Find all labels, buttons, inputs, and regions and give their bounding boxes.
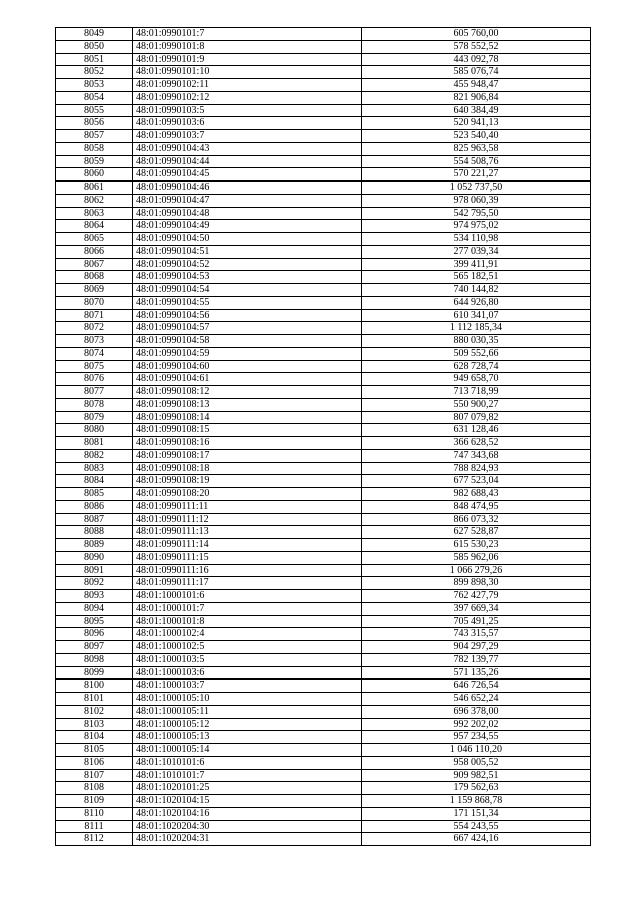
row-number-cell: 8055 xyxy=(56,104,133,117)
table-row xyxy=(56,373,591,386)
cadastral-number-cell: 48:01:0990108:16 xyxy=(133,437,362,450)
table-row xyxy=(56,513,591,526)
table-row xyxy=(56,590,591,603)
value-cell: 825 963,58 xyxy=(362,142,591,155)
cadastral-number-cell: 48:01:0990108:17 xyxy=(133,449,362,462)
cadastral-number-cell: 48:01:0990104:43 xyxy=(133,142,362,155)
cadastral-number-cell: 48:01:0990104:60 xyxy=(133,360,362,373)
cadastral-number-cell: 48:01:1000105:12 xyxy=(133,718,362,731)
row-number-cell: 8071 xyxy=(56,309,133,322)
value-cell: 1 112 185,34 xyxy=(362,322,591,335)
table-row xyxy=(56,756,591,769)
row-number-cell: 8101 xyxy=(56,693,133,706)
row-number-cell: 8084 xyxy=(56,475,133,488)
value-cell: 866 073,32 xyxy=(362,513,591,526)
row-number-cell: 8062 xyxy=(56,194,133,207)
table-row xyxy=(56,347,591,360)
cadastral-number-cell: 48:01:0990104:58 xyxy=(133,335,362,348)
table-row xyxy=(56,500,591,513)
row-number-cell: 8083 xyxy=(56,462,133,475)
cadastral-number-cell: 48:01:1000101:7 xyxy=(133,602,362,615)
table-row xyxy=(56,437,591,450)
table-row xyxy=(56,693,591,706)
row-number-cell: 8081 xyxy=(56,437,133,450)
table-row xyxy=(56,551,591,564)
value-cell: 570 221,27 xyxy=(362,168,591,181)
table-row xyxy=(56,833,591,846)
cadastral-number-cell: 48:01:0990108:19 xyxy=(133,475,362,488)
value-cell: 534 110,98 xyxy=(362,233,591,246)
table-row xyxy=(56,718,591,731)
cadastral-number-cell: 48:01:0990104:56 xyxy=(133,309,362,322)
cadastral-number-cell: 48:01:0990101:8 xyxy=(133,40,362,53)
table-row xyxy=(56,628,591,641)
value-cell: 713 718,99 xyxy=(362,386,591,399)
value-cell: 585 076,74 xyxy=(362,66,591,79)
row-number-cell: 8066 xyxy=(56,245,133,258)
table-row xyxy=(56,360,591,373)
cadastral-number-cell: 48:01:0990111:15 xyxy=(133,551,362,564)
cadastral-number-cell: 48:01:0990104:49 xyxy=(133,220,362,233)
cadastral-number-cell: 48:01:1000102:4 xyxy=(133,628,362,641)
row-number-cell: 8107 xyxy=(56,769,133,782)
cadastral-number-cell: 48:01:0990104:51 xyxy=(133,245,362,258)
table-row xyxy=(56,322,591,335)
table-row xyxy=(56,424,591,437)
cadastral-number-cell: 48:01:1000105:14 xyxy=(133,744,362,757)
row-number-cell: 8053 xyxy=(56,79,133,92)
row-number-cell: 8077 xyxy=(56,386,133,399)
row-number-cell: 8102 xyxy=(56,705,133,718)
row-number-cell: 8051 xyxy=(56,53,133,66)
table-row xyxy=(56,91,591,104)
cadastral-number-cell: 48:01:0990104:61 xyxy=(133,373,362,386)
value-cell: 949 658,70 xyxy=(362,373,591,386)
row-number-cell: 8061 xyxy=(56,181,133,194)
value-cell: 909 982,51 xyxy=(362,769,591,782)
cadastral-number-cell: 48:01:0990104:53 xyxy=(133,271,362,284)
row-number-cell: 8098 xyxy=(56,653,133,666)
cadastral-number-cell: 48:01:1020104:16 xyxy=(133,807,362,820)
value-cell: 397 669,34 xyxy=(362,602,591,615)
value-cell: 520 941,13 xyxy=(362,117,591,130)
cadastral-number-cell: 48:01:0990104:44 xyxy=(133,155,362,168)
cadastral-number-cell: 48:01:0990104:54 xyxy=(133,284,362,297)
value-cell: 610 341,07 xyxy=(362,309,591,322)
value-cell: 179 562,63 xyxy=(362,782,591,795)
row-number-cell: 8090 xyxy=(56,551,133,564)
value-cell: 1 052 737,50 xyxy=(362,181,591,194)
row-number-cell: 8076 xyxy=(56,373,133,386)
table-row xyxy=(56,615,591,628)
cadastral-number-cell: 48:01:1000105:13 xyxy=(133,731,362,744)
value-cell: 554 508,76 xyxy=(362,155,591,168)
table-row xyxy=(56,782,591,795)
value-cell: 509 552,66 xyxy=(362,347,591,360)
cadastral-number-cell: 48:01:0990108:12 xyxy=(133,386,362,399)
value-cell: 277 039,34 xyxy=(362,245,591,258)
row-number-cell: 8100 xyxy=(56,679,133,692)
table-row xyxy=(56,28,591,41)
value-cell: 578 552,52 xyxy=(362,40,591,53)
value-cell: 550 900,27 xyxy=(362,398,591,411)
table-row xyxy=(56,820,591,833)
value-cell: 992 202,02 xyxy=(362,718,591,731)
value-cell: 740 144,82 xyxy=(362,284,591,297)
row-number-cell: 8105 xyxy=(56,744,133,757)
row-number-cell: 8060 xyxy=(56,168,133,181)
value-cell: 631 128,46 xyxy=(362,424,591,437)
value-cell: 571 135,26 xyxy=(362,666,591,679)
table-row xyxy=(56,194,591,207)
table-row xyxy=(56,577,591,590)
table-row xyxy=(56,181,591,194)
row-number-cell: 8080 xyxy=(56,424,133,437)
value-cell: 455 948,47 xyxy=(362,79,591,92)
value-cell: 743 315,57 xyxy=(362,628,591,641)
value-cell: 821 906,84 xyxy=(362,91,591,104)
table-row xyxy=(56,335,591,348)
value-cell: 677 523,04 xyxy=(362,475,591,488)
value-cell: 565 182,51 xyxy=(362,271,591,284)
value-cell: 627 528,87 xyxy=(362,526,591,539)
value-cell: 696 378,00 xyxy=(362,705,591,718)
table-row xyxy=(56,220,591,233)
table-row xyxy=(56,705,591,718)
cadastral-number-cell: 48:01:1020104:15 xyxy=(133,795,362,808)
row-number-cell: 8049 xyxy=(56,28,133,41)
row-number-cell: 8063 xyxy=(56,207,133,220)
cadastral-number-cell: 48:01:1020204:30 xyxy=(133,820,362,833)
row-number-cell: 8088 xyxy=(56,526,133,539)
value-cell: 782 139,77 xyxy=(362,653,591,666)
cadastral-number-cell: 48:01:1000105:11 xyxy=(133,705,362,718)
row-number-cell: 8050 xyxy=(56,40,133,53)
table-row xyxy=(56,564,591,577)
cadastral-number-cell: 48:01:0990111:12 xyxy=(133,513,362,526)
cadastral-number-cell: 48:01:0990111:17 xyxy=(133,577,362,590)
table-row xyxy=(56,475,591,488)
row-number-cell: 8089 xyxy=(56,539,133,552)
table-row xyxy=(56,411,591,424)
cadastral-number-cell: 48:01:1000102:5 xyxy=(133,641,362,654)
table-row xyxy=(56,602,591,615)
cadastral-number-cell: 48:01:0990111:16 xyxy=(133,564,362,577)
cadastral-number-cell: 48:01:0990108:13 xyxy=(133,398,362,411)
value-cell: 974 975,02 xyxy=(362,220,591,233)
table-row xyxy=(56,769,591,782)
cadastral-number-cell: 48:01:0990104:55 xyxy=(133,296,362,309)
row-number-cell: 8082 xyxy=(56,449,133,462)
table-row xyxy=(56,104,591,117)
table-row xyxy=(56,449,591,462)
value-cell: 1 159 868,78 xyxy=(362,795,591,808)
value-cell: 982 688,43 xyxy=(362,488,591,501)
cadastral-number-cell: 48:01:1020204:31 xyxy=(133,833,362,846)
cadastral-number-cell: 48:01:0990104:46 xyxy=(133,181,362,194)
value-cell: 443 092,78 xyxy=(362,53,591,66)
row-number-cell: 8058 xyxy=(56,142,133,155)
value-cell: 880 030,35 xyxy=(362,335,591,348)
table-row xyxy=(56,245,591,258)
cadastral-number-cell: 48:01:1000101:8 xyxy=(133,615,362,628)
row-number-cell: 8070 xyxy=(56,296,133,309)
value-cell: 366 628,52 xyxy=(362,437,591,450)
table-row xyxy=(56,539,591,552)
table-row xyxy=(56,679,591,692)
row-number-cell: 8057 xyxy=(56,130,133,143)
table-row xyxy=(56,462,591,475)
value-cell: 171 151,34 xyxy=(362,807,591,820)
cadastral-number-cell: 48:01:0990104:48 xyxy=(133,207,362,220)
table-row xyxy=(56,386,591,399)
table-row xyxy=(56,296,591,309)
cadastral-number-cell: 48:01:0990104:57 xyxy=(133,322,362,335)
cadastral-number-cell: 48:01:0990108:20 xyxy=(133,488,362,501)
row-number-cell: 8069 xyxy=(56,284,133,297)
row-number-cell: 8109 xyxy=(56,795,133,808)
cadastral-number-cell: 48:01:0990108:15 xyxy=(133,424,362,437)
registry-table xyxy=(55,27,591,846)
row-number-cell: 8104 xyxy=(56,731,133,744)
row-number-cell: 8099 xyxy=(56,666,133,679)
cadastral-number-cell: 48:01:0990103:5 xyxy=(133,104,362,117)
value-cell: 1 066 279,26 xyxy=(362,564,591,577)
row-number-cell: 8086 xyxy=(56,500,133,513)
table-row xyxy=(56,168,591,181)
row-number-cell: 8078 xyxy=(56,398,133,411)
table-row xyxy=(56,309,591,322)
cadastral-number-cell: 48:01:0990111:11 xyxy=(133,500,362,513)
table-row xyxy=(56,66,591,79)
row-number-cell: 8075 xyxy=(56,360,133,373)
value-cell: 899 898,30 xyxy=(362,577,591,590)
cadastral-number-cell: 48:01:1010101:6 xyxy=(133,756,362,769)
cadastral-number-cell: 48:01:0990101:10 xyxy=(133,66,362,79)
row-number-cell: 8059 xyxy=(56,155,133,168)
cadastral-number-cell: 48:01:1000105:10 xyxy=(133,693,362,706)
row-number-cell: 8091 xyxy=(56,564,133,577)
value-cell: 788 824,93 xyxy=(362,462,591,475)
value-cell: 978 060,39 xyxy=(362,194,591,207)
value-cell: 628 728,74 xyxy=(362,360,591,373)
row-number-cell: 8093 xyxy=(56,590,133,603)
cadastral-number-cell: 48:01:0990104:59 xyxy=(133,347,362,360)
row-number-cell: 8068 xyxy=(56,271,133,284)
cadastral-number-cell: 48:01:1000103:6 xyxy=(133,666,362,679)
cadastral-number-cell: 48:01:0990104:50 xyxy=(133,233,362,246)
table-row xyxy=(56,398,591,411)
cadastral-number-cell: 48:01:0990104:45 xyxy=(133,168,362,181)
row-number-cell: 8097 xyxy=(56,641,133,654)
row-number-cell: 8072 xyxy=(56,322,133,335)
value-cell: 542 795,50 xyxy=(362,207,591,220)
table-row xyxy=(56,807,591,820)
cadastral-number-cell: 48:01:0990111:14 xyxy=(133,539,362,552)
cadastral-number-cell: 48:01:0990104:47 xyxy=(133,194,362,207)
row-number-cell: 8087 xyxy=(56,513,133,526)
table-row xyxy=(56,744,591,757)
table-row xyxy=(56,666,591,679)
table-row xyxy=(56,284,591,297)
value-cell: 399 411,91 xyxy=(362,258,591,271)
table-row xyxy=(56,731,591,744)
row-number-cell: 8065 xyxy=(56,233,133,246)
cadastral-number-cell: 48:01:0990102:12 xyxy=(133,91,362,104)
row-number-cell: 8073 xyxy=(56,335,133,348)
cadastral-number-cell: 48:01:0990103:6 xyxy=(133,117,362,130)
row-number-cell: 8106 xyxy=(56,756,133,769)
value-cell: 958 005,52 xyxy=(362,756,591,769)
table-row xyxy=(56,795,591,808)
table-row xyxy=(56,130,591,143)
value-cell: 605 760,00 xyxy=(362,28,591,41)
value-cell: 554 243,55 xyxy=(362,820,591,833)
row-number-cell: 8110 xyxy=(56,807,133,820)
value-cell: 615 530,23 xyxy=(362,539,591,552)
cadastral-number-cell: 48:01:0990108:14 xyxy=(133,411,362,424)
row-number-cell: 8111 xyxy=(56,820,133,833)
row-number-cell: 8103 xyxy=(56,718,133,731)
row-number-cell: 8056 xyxy=(56,117,133,130)
value-cell: 640 384,49 xyxy=(362,104,591,117)
value-cell: 546 652,24 xyxy=(362,693,591,706)
row-number-cell: 8052 xyxy=(56,66,133,79)
table-row xyxy=(56,258,591,271)
value-cell: 904 297,29 xyxy=(362,641,591,654)
value-cell: 585 962,06 xyxy=(362,551,591,564)
table-row xyxy=(56,117,591,130)
cadastral-number-cell: 48:01:0990103:7 xyxy=(133,130,362,143)
value-cell: 644 926,80 xyxy=(362,296,591,309)
value-cell: 646 726,54 xyxy=(362,679,591,692)
table-row xyxy=(56,271,591,284)
value-cell: 523 540,40 xyxy=(362,130,591,143)
cadastral-number-cell: 48:01:0990104:52 xyxy=(133,258,362,271)
table-row xyxy=(56,40,591,53)
cadastral-number-cell: 48:01:1000103:7 xyxy=(133,679,362,692)
row-number-cell: 8112 xyxy=(56,833,133,846)
row-number-cell: 8054 xyxy=(56,91,133,104)
value-cell: 705 491,25 xyxy=(362,615,591,628)
registry-table-body xyxy=(56,28,591,846)
table-row xyxy=(56,155,591,168)
cadastral-number-cell: 48:01:1000103:5 xyxy=(133,653,362,666)
row-number-cell: 8095 xyxy=(56,615,133,628)
value-cell: 762 427,79 xyxy=(362,590,591,603)
value-cell: 848 474,95 xyxy=(362,500,591,513)
row-number-cell: 8079 xyxy=(56,411,133,424)
table-row xyxy=(56,79,591,92)
row-number-cell: 8067 xyxy=(56,258,133,271)
value-cell: 807 079,82 xyxy=(362,411,591,424)
value-cell: 957 234,55 xyxy=(362,731,591,744)
cadastral-number-cell: 48:01:0990108:18 xyxy=(133,462,362,475)
table-row xyxy=(56,53,591,66)
cadastral-number-cell: 48:01:0990101:9 xyxy=(133,53,362,66)
cadastral-number-cell: 48:01:0990102:11 xyxy=(133,79,362,92)
table-row xyxy=(56,142,591,155)
row-number-cell: 8064 xyxy=(56,220,133,233)
table-row xyxy=(56,233,591,246)
value-cell: 667 424,16 xyxy=(362,833,591,846)
cadastral-number-cell: 48:01:1020101:25 xyxy=(133,782,362,795)
cadastral-number-cell: 48:01:1000101:6 xyxy=(133,590,362,603)
row-number-cell: 8108 xyxy=(56,782,133,795)
table-row xyxy=(56,641,591,654)
table-row xyxy=(56,488,591,501)
row-number-cell: 8092 xyxy=(56,577,133,590)
table-row xyxy=(56,653,591,666)
table-row xyxy=(56,526,591,539)
cadastral-number-cell: 48:01:0990111:13 xyxy=(133,526,362,539)
cadastral-number-cell: 48:01:1010101:7 xyxy=(133,769,362,782)
row-number-cell: 8085 xyxy=(56,488,133,501)
value-cell: 1 046 110,20 xyxy=(362,744,591,757)
cadastral-number-cell: 48:01:0990101:7 xyxy=(133,28,362,41)
value-cell: 747 343,68 xyxy=(362,449,591,462)
row-number-cell: 8074 xyxy=(56,347,133,360)
row-number-cell: 8094 xyxy=(56,602,133,615)
row-number-cell: 8096 xyxy=(56,628,133,641)
table-row xyxy=(56,207,591,220)
